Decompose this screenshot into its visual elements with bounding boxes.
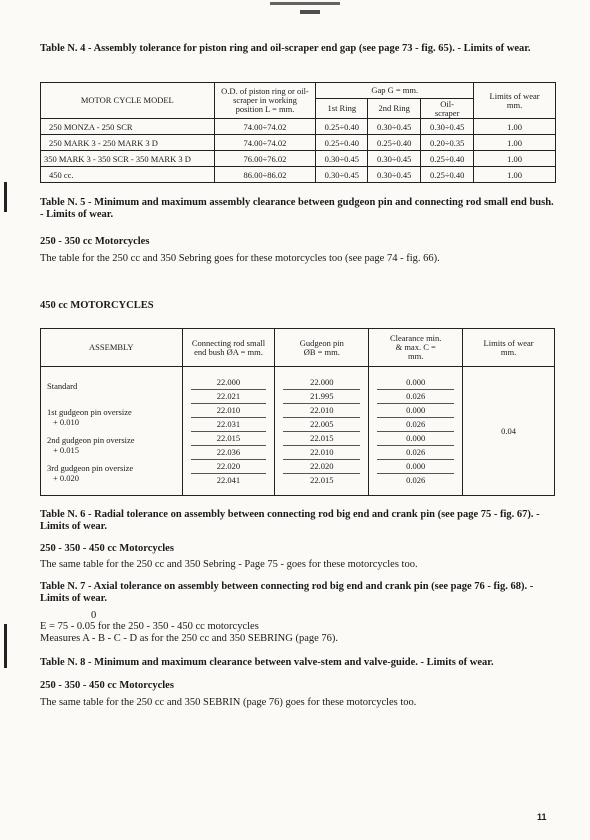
clearance-value: 0.026 — [377, 390, 454, 404]
scan-mark-left-2 — [4, 624, 7, 668]
table4-cell-model: 250 MARK 3 - 250 MARK 3 D — [41, 135, 215, 151]
table4-cell-ring1: 0.25÷0.40 — [316, 135, 368, 151]
table4-header-oil: Oil-scraper — [421, 99, 474, 119]
table8-subheading: 250 - 350 - 450 cc Motorcycles — [40, 680, 174, 691]
table4-header-ring2: 2nd Ring — [368, 99, 421, 119]
table4-header-gap: Gap G = mm. — [316, 83, 474, 99]
table7-formula: E = 75 - 0.05 for the 250 - 350 - 450 cc motorcycles — [40, 621, 259, 632]
table5-caption: Table N. 5 - Minimum and maximum assembly clearance between gudgeon pin and connecting rod small end bush. - Limits of wear. — [40, 197, 554, 220]
clearance-value: 0.026 — [377, 446, 454, 460]
table5-subheading: 250 - 350 cc Motorcycles — [40, 236, 150, 247]
table4-cell-oil: 0.30÷0.45 — [421, 119, 474, 135]
table450-header-assembly: ASSEMBLY — [41, 329, 183, 367]
rod-value: 22.021 — [191, 390, 267, 404]
assembly-label-standard: Standard — [47, 381, 78, 391]
table450-header-pin: Gudgeon pin ØB = mm. — [275, 329, 369, 367]
page-number: 11 — [537, 812, 547, 822]
table6-caption: Table N. 6 - Radial tolerance on assembly between connecting rod big end and crank pin (see page 75 - fig. 67). - Limits of wear. — [40, 509, 540, 532]
assembly-label-oversize-2: 2nd gudgeon pin oversize + 0.015 — [47, 435, 135, 455]
rod-value: 22.031 — [191, 418, 267, 432]
assembly-label-oversize-3: 3rd gudgeon pin oversize + 0.020 — [47, 463, 134, 483]
table4-cell-ring2: 0.30÷0.45 — [368, 167, 421, 183]
clearance-value: 0.000 — [377, 432, 454, 446]
table4-cell-limits: 1.00 — [474, 135, 556, 151]
table4-cell-ring1: 0.30÷0.45 — [316, 167, 368, 183]
table6-text: The same table for the 250 cc and 350 Sebring - Page 75 - goes for these motorcycles too. — [40, 559, 418, 570]
pin-value: 22.015 — [283, 432, 360, 446]
table5-text: The table for the 250 cc and 350 Sebring goes for these motorcycles too (see page 74 - fig. 66). — [40, 253, 440, 264]
clearance-value: 0.000 — [377, 460, 454, 474]
table4-cell-oil: 0.25÷0.40 — [421, 151, 474, 167]
rod-value: 22.036 — [191, 446, 267, 460]
table4-cell-ring2: 0.30÷0.45 — [368, 119, 421, 135]
table4-cell-limits: 1.00 — [474, 151, 556, 167]
table4-cell-model: 350 MARK 3 - 350 SCR - 350 MARK 3 D — [41, 151, 215, 167]
table450-pin-col — [275, 367, 369, 496]
table4-cell-od: 76.00÷76.02 — [214, 151, 316, 167]
table-row — [41, 119, 556, 135]
pin-value: 22.010 — [283, 404, 360, 418]
scan-mark-top-2 — [300, 10, 320, 14]
pin-value: 22.020 — [283, 460, 360, 474]
clearance-value: 0.026 — [406, 474, 426, 485]
table7-measures: Measures A - B - C - D as for the 250 cc and 350 SEBRING (page 76). — [40, 633, 339, 644]
table4-cell-od: 74.00÷74.02 — [214, 135, 316, 151]
table7-superscript: 0 — [91, 610, 97, 621]
table4-cell-od: 74.00÷74.02 — [214, 119, 316, 135]
section450-heading: 450 cc MOTORCYCLES — [40, 300, 154, 311]
table4-cell-od: 86.00÷86.02 — [214, 167, 316, 183]
table4-cell-limits: 1.00 — [474, 119, 556, 135]
table4-header-ring1: 1st Ring — [316, 99, 368, 119]
table-row — [41, 367, 555, 496]
pin-value: 22.005 — [283, 418, 360, 432]
scan-mark-left-1 — [4, 182, 7, 212]
table4-header-limits: Limits of wear mm. — [474, 83, 556, 119]
table4-cell-limits: 1.00 — [474, 167, 556, 183]
rod-value: 22.000 — [191, 376, 267, 390]
rod-value: 22.015 — [191, 432, 267, 446]
table450-rod-col — [182, 367, 275, 496]
table4-cell-ring2: 0.30÷0.45 — [368, 151, 421, 167]
table450-header-rod: Connecting rod small end bush ØA = mm. — [182, 329, 275, 367]
table-row — [41, 135, 556, 151]
table450-header-limits: Limits of wear mm. — [463, 329, 555, 367]
table450 — [40, 328, 555, 496]
table4 — [40, 82, 556, 183]
table6-subheading: 250 - 350 - 450 cc Motorcycles — [40, 543, 174, 554]
clearance-value: 0.000 — [377, 404, 454, 418]
table450-header-clearance: Clearance min. & max. C = mm. — [369, 329, 463, 367]
rod-value: 22.010 — [191, 404, 267, 418]
table4-caption: Table N. 4 - Assembly tolerance for piston ring and oil-scraper end gap (see page 73 - fig. 65). - Limits of wear. — [40, 43, 531, 54]
table450-assembly-col — [41, 367, 183, 496]
clearance-value: 0.000 — [377, 376, 454, 390]
table4-cell-ring1: 0.30÷0.45 — [316, 151, 368, 167]
table8-caption: Table N. 8 - Minimum and maximum clearance between valve-stem and valve-guide. - Limits of wear. — [40, 657, 494, 668]
table-row — [41, 151, 556, 167]
table4-header-od: O.D. of piston ring or oil-scraper in working position L = mm. — [214, 83, 316, 119]
assembly-label-oversize-1: 1st gudgeon pin oversize + 0.010 — [47, 407, 132, 427]
table8-text: The same table for the 250 cc and 350 SEBRIN (page 76) goes for these motorcycles too. — [40, 697, 417, 708]
scan-mark-top — [270, 2, 340, 5]
clearance-value: 0.026 — [377, 418, 454, 432]
table-row — [41, 167, 556, 183]
table4-cell-oil: 0.20÷0.35 — [421, 135, 474, 151]
pin-value: 22.010 — [283, 446, 360, 460]
table450-limit-cell: 0.04 — [463, 367, 555, 496]
pin-value: 22.000 — [283, 376, 360, 390]
pin-value: 21.995 — [283, 390, 360, 404]
table4-cell-oil: 0.25÷0.40 — [421, 167, 474, 183]
pin-value: 22.015 — [310, 474, 334, 485]
table4-header-model: MOTOR CYCLE MODEL — [41, 83, 215, 119]
table4-cell-model: 250 MONZA - 250 SCR — [41, 119, 215, 135]
table450-clearance-col — [369, 367, 463, 496]
rod-value: 22.020 — [191, 460, 267, 474]
table4-cell-model: 450 cc. — [41, 167, 215, 183]
table4-cell-ring1: 0.25÷0.40 — [316, 119, 368, 135]
table4-cell-ring2: 0.25÷0.40 — [368, 135, 421, 151]
rod-value: 22.041 — [216, 474, 241, 485]
table7-caption: Table N. 7 - Axial tolerance on assembly between connecting rod big end and crank pin (see page 76 - fig. 68). - Limits of wear. — [40, 581, 534, 604]
